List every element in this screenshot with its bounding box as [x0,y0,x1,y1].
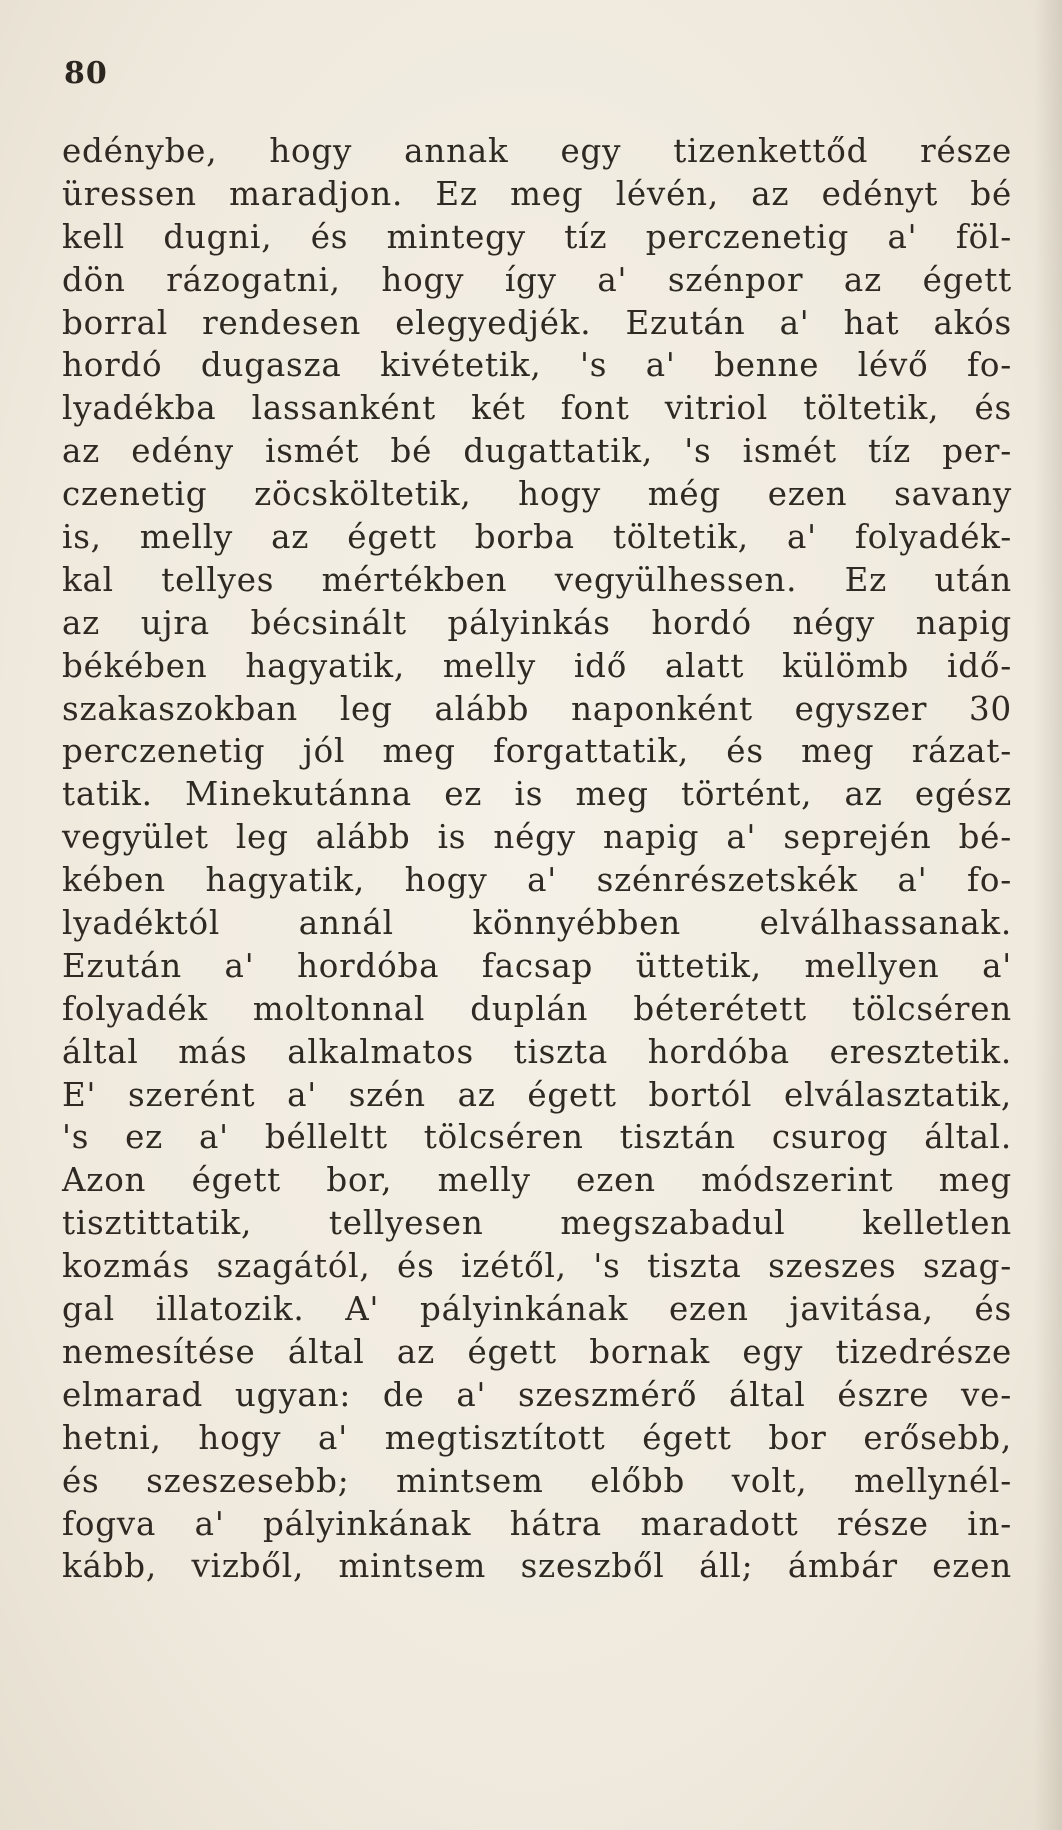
text-line: kal tellyes mértékben vegyülhessen. Ez után [62,560,1012,599]
text-line: kozmás szagától, és izétől, 's tiszta szeszes szag- [62,1247,1012,1286]
text-line: az edény ismét bé dugattatik, 's ismét tíz per- [62,432,1012,471]
text-line: borral rendesen elegyedjék. Ezután a' hat akós [62,303,1012,342]
text-line: és szeszesebb; mintsem előbb volt, mellynél- [62,1461,1012,1500]
text-line: által más alkalmatos tiszta hordóba eresztetik. [62,1032,1012,1071]
text-line: szakaszokban leg alább naponként egyszer 30 [62,689,1012,728]
text-line: tisztittatik, tellyesen megszabadul kelletlen [62,1204,1012,1243]
text-line: 's ez a' bélleltt tölcséren tisztán csurog által. [62,1118,1012,1157]
text-line: lyadéktól annál könnyébben elválhassanak. [62,904,1012,943]
page-edge-shadow [1034,0,1062,1830]
text-line: E' szerént a' szén az égett bortól elválasztatik, [62,1075,1012,1114]
text-line: nemesítése által az égett bornak egy tizedrésze [62,1332,1012,1371]
body-text [62,130,1012,1588]
text-line: Ezután a' hordóba facsap üttetik, mellyen a' [62,946,1012,985]
text-line: vegyület leg alább is négy napig a' seprején bé- [62,818,1012,857]
text-line: perczenetig jól meg forgattatik, és meg rázat- [62,732,1012,771]
text-line: hordó dugasza kivétetik, 's a' benne lévő fo- [62,346,1012,385]
text-line: kább, vizből, mintsem szeszből áll; ámbár ezen [62,1547,1012,1586]
text-line: fogva a' pályinkának hátra maradott része in- [62,1504,1012,1543]
text-line: czenetig zöcsköltetik, hogy még ezen savany [62,475,1012,514]
text-line: Azon égett bor, melly ezen módszerint meg [62,1161,1012,1200]
text-line: kében hagyatik, hogy a' szénrészetskék a' fo- [62,861,1012,900]
text-line: edénybe, hogy annak egy tizenkettőd része [62,132,1012,170]
text-line: is, melly az égett borba töltetik, a' folyadék- [62,518,1012,557]
text-line: lyadékba lassanként két font vitriol töltetik, és [62,389,1012,428]
text-line: üressen maradjon. Ez meg lévén, az edényt bé [62,174,1012,213]
text-line: elmarad ugyan: de a' szeszmérő által észre ve- [62,1375,1012,1414]
text-line: békében hagyatik, melly idő alatt külömb idő- [62,646,1012,685]
text-line: tatik. Minekutánna ez is meg történt, az egész [62,775,1012,814]
text-line: dön rázogatni, hogy így a' szénpor az égett [62,260,1012,299]
text-line: az ujra bécsinált pályinkás hordó négy napig [62,603,1012,642]
text-line: kell dugni, és mintegy tíz perczenetig a' föl- [62,217,1012,256]
text-line: hetni, hogy a' megtisztított égett bor erősebb, [62,1418,1012,1457]
page-number: 80 [64,56,108,91]
text-line: gal illatozik. A' pályinkának ezen javitása, és [62,1290,1012,1329]
text-line: folyadék moltonnal duplán béterétett tölcséren [62,989,1012,1028]
